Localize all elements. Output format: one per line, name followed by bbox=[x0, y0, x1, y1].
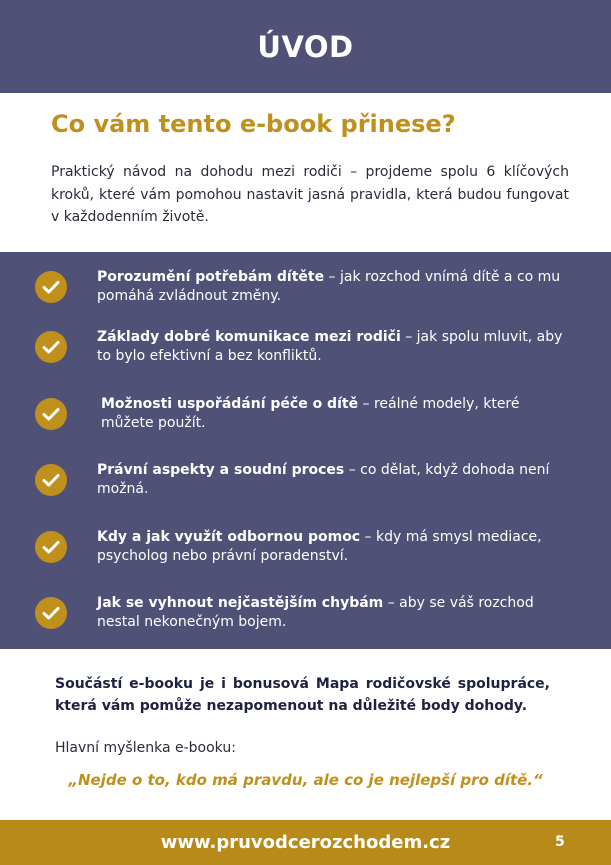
list-item-title: Právní aspekty a soudní proces bbox=[97, 462, 345, 478]
list-item-title: Porozumění potřebám dítěte bbox=[97, 269, 325, 285]
benefits-list bbox=[0, 252, 611, 649]
main-idea-quote: „Nejde o to, kdo má pravdu, ale co je nejlepší pro dítě.“ bbox=[68, 771, 543, 789]
list-item-text bbox=[97, 594, 567, 632]
list-item-desc: – kdy má smysl mediace, psycholog nebo právní poradenství. bbox=[97, 529, 542, 564]
list-item-desc: – jak rozchod vnímá dítě a co mu pomáhá zvládnout změny. bbox=[97, 269, 561, 304]
website-link[interactable]: www.pruvodcerozchodem.cz bbox=[160, 832, 451, 853]
check-circle-icon bbox=[35, 531, 67, 563]
list-item-desc: – reálné modely, které můžete použít. bbox=[101, 396, 520, 431]
page-title: ÚVOD bbox=[257, 29, 354, 64]
page-header bbox=[0, 0, 611, 93]
check-circle-icon bbox=[35, 398, 67, 430]
bonus-paragraph: Součástí e-booku je i bonusová Mapa rodičovské spolupráce, která vám pomůže nezapomenout na důležité body dohody. bbox=[55, 676, 550, 714]
check-circle-icon bbox=[35, 597, 67, 629]
list-item-text bbox=[97, 461, 567, 499]
list-item-title: Jak se vyhnout nejčastějším chybám bbox=[97, 595, 384, 611]
list-item-text bbox=[101, 395, 571, 433]
list-item-title: Možnosti uspořádání péče o dítě bbox=[101, 396, 359, 412]
list-item-text bbox=[97, 328, 567, 366]
list-item-title: Kdy a jak využít odbornou pomoc bbox=[97, 529, 361, 545]
check-circle-icon bbox=[35, 464, 67, 496]
list-item-text bbox=[97, 528, 567, 566]
list-item-text bbox=[97, 268, 567, 306]
intro-paragraph: Praktický návod na dohodu mezi rodiči – projdeme spolu 6 klíčových kroků, které vám pomohou nastavit jasná pravidla, která budou fungovat v každodenním životě. bbox=[51, 164, 569, 225]
list-item-desc: – jak spolu mluvit, aby to bylo efektivní a bez konfliktů. bbox=[97, 329, 563, 364]
page-footer bbox=[0, 820, 611, 865]
check-circle-icon bbox=[35, 271, 67, 303]
list-item-desc: – aby se váš rozchod nestal nekonečným bojem. bbox=[97, 595, 534, 630]
page-number: 5 bbox=[555, 834, 565, 850]
list-item-desc: – co dělat, když dohoda není možná. bbox=[97, 462, 550, 497]
list-item-title: Základy dobré komunikace mezi rodiči bbox=[97, 329, 401, 345]
check-circle-icon bbox=[35, 331, 67, 363]
section-heading: Co vám tento e-book přinese? bbox=[51, 110, 456, 138]
main-idea-label: Hlavní myšlenka e-booku: bbox=[55, 740, 236, 756]
